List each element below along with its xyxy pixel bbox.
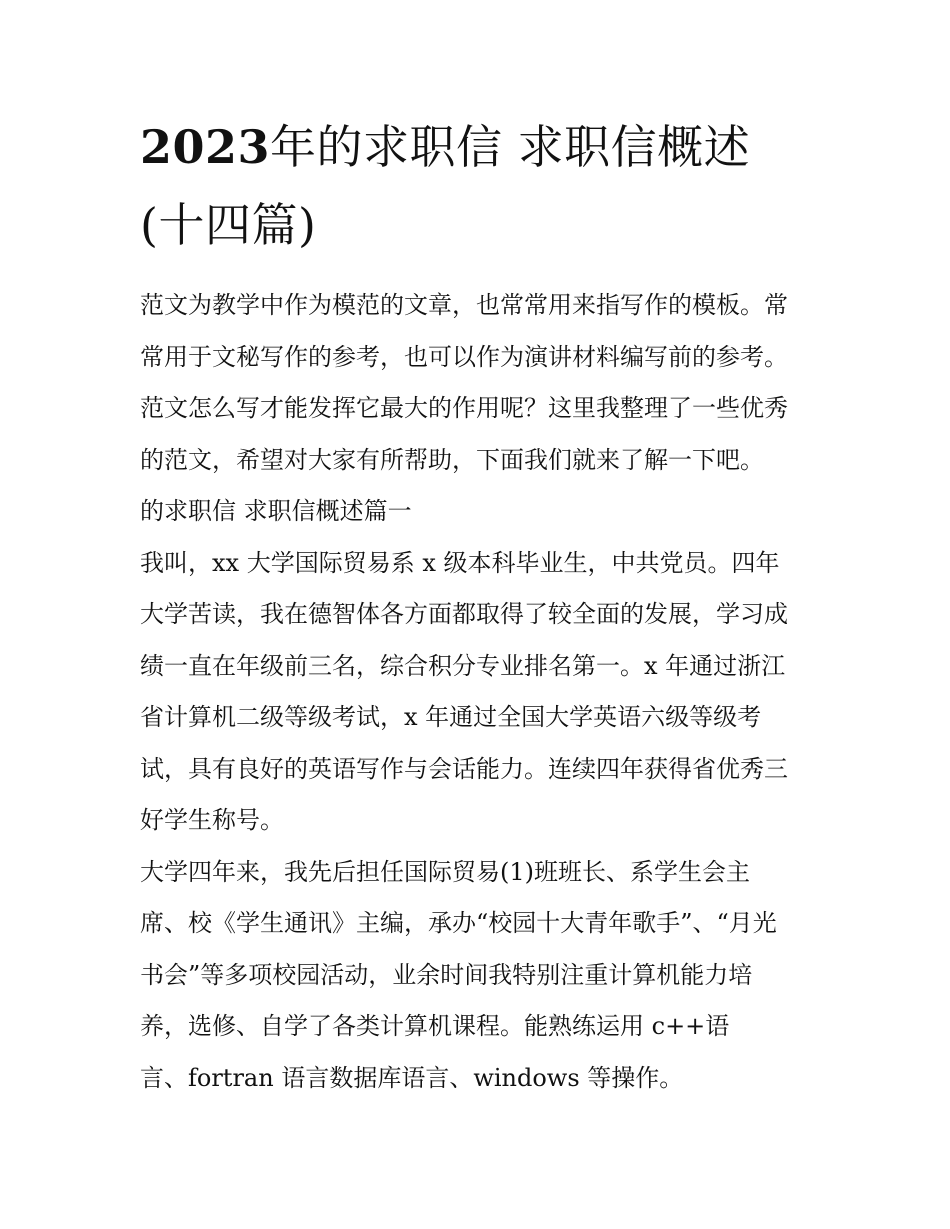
paragraph-1-line: 省计算机二级等级考试，x 年通过全国大学英语六级等级考 xyxy=(140,703,762,731)
intro-line: 常用于文秘写作的参考，也可以作为演讲材料编写前的参考。 xyxy=(140,342,788,371)
document-title xyxy=(140,108,820,264)
paragraph-2-line: 言、fortran 语言数据库语言、windows 等操作。 xyxy=(140,1063,684,1092)
intro-line: 的范文，希望对大家有所帮助，下面我们就来了解一下吧。 xyxy=(140,445,764,474)
paragraph-1-line: 我叫，xx 大学国际贸易系 x 级本科毕业生，中共党员。四年 xyxy=(140,548,780,577)
paragraph-1-line: 好学生称号。 xyxy=(140,806,284,834)
intro-line: 范文怎么写才能发挥它最大的作用呢？这里我整理了一些优秀 xyxy=(140,394,788,422)
paragraph-1 xyxy=(140,538,820,847)
title-line-1-text: 年的求职信 求职信概述 xyxy=(270,120,751,174)
paragraph-2-line: 席、校《学生通讯》主编，承办“校园十大青年歌手”、“月光 xyxy=(140,909,777,937)
paragraph-2-line: 大学四年来，我先后担任国际贸易(1)班班长、系学生会主 xyxy=(140,857,750,886)
document-body xyxy=(140,108,820,1104)
title-year: 2023 xyxy=(140,120,271,174)
section-heading-text: 的求职信 求职信概述篇一 xyxy=(140,497,412,525)
paragraph-1-line: 大学苦读，我在德智体各方面都取得了较全面的发展，学习成 xyxy=(140,600,788,628)
title-line-2: (十四篇) xyxy=(140,198,317,252)
title-line-1 xyxy=(140,108,820,186)
section-heading xyxy=(140,486,820,538)
intro-line: 范文为教学中作为模范的文章，也常常用来指写作的模板。常 xyxy=(140,291,788,319)
paragraph-2-line: 书会”等多项校园活动，业余时间我特别注重计算机能力培 xyxy=(140,960,753,989)
paragraph-1-line: 试，具有良好的英语写作与会话能力。连续四年获得省优秀三 xyxy=(140,754,788,783)
paragraph-2 xyxy=(140,847,820,1105)
intro-paragraph xyxy=(140,280,820,486)
paragraph-2-line: 养，选修、自学了各类计算机课程。能熟练运用 c++语 xyxy=(140,1012,730,1040)
paragraph-1-line: 绩一直在年级前三名，综合积分专业排名第一。x 年通过浙江 xyxy=(140,651,786,680)
